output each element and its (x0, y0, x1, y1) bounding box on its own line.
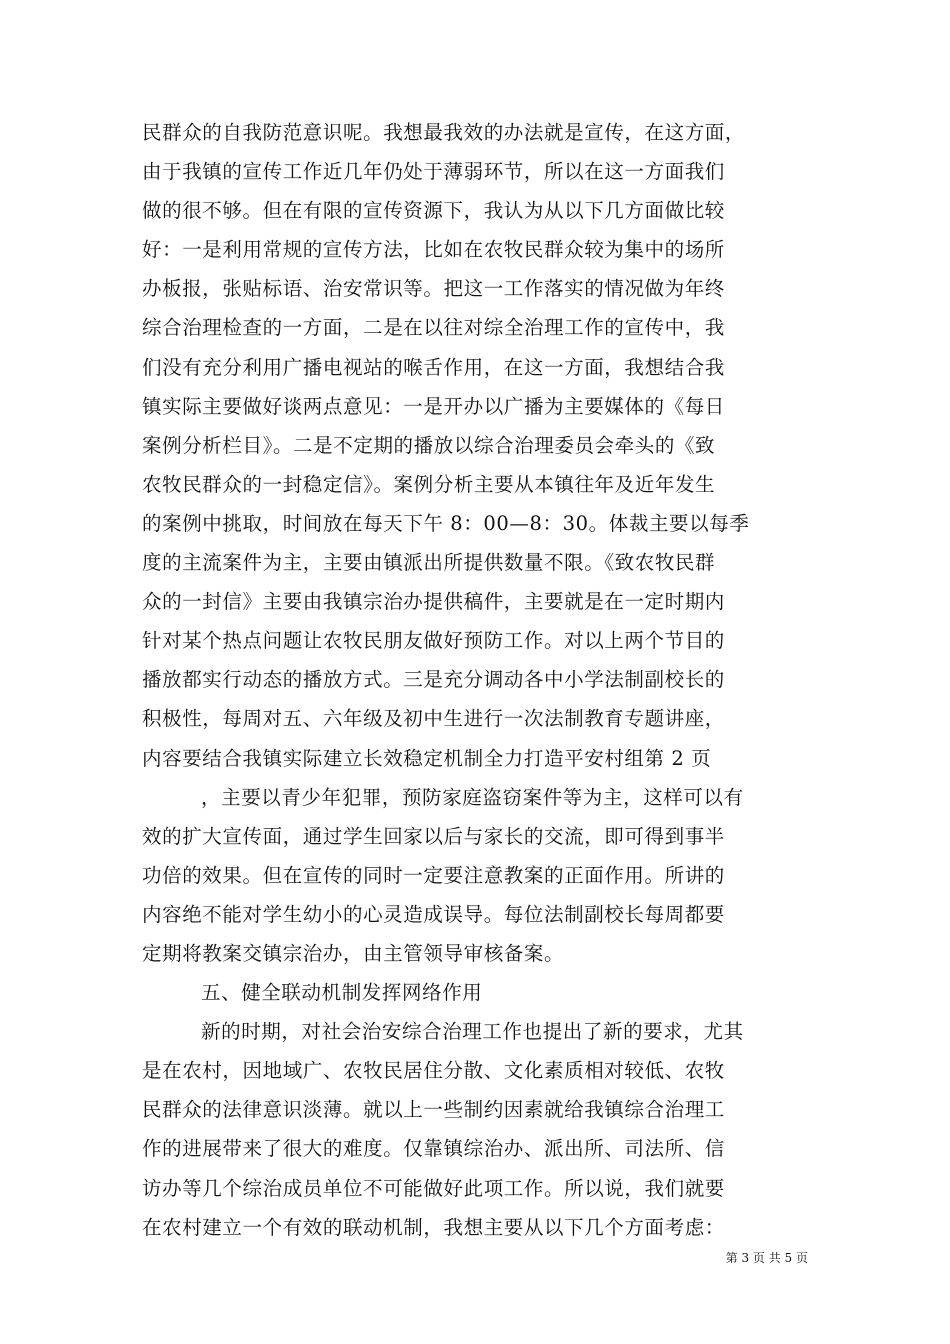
text-line: 功倍的效果。但在宣传的同时一定要注意教案的正面作用。所讲的 (142, 863, 725, 887)
text-line: 是在农村，因地域广、农牧民居住分散、文化素质相对较低、农牧 (142, 1059, 725, 1083)
text-line: 内容要结合我镇实际建立长效稳定机制全力打造平安村组第 2 页 (142, 746, 712, 770)
text-line: 镇实际主要做好谈两点意见：一是开办以广播为主要媒体的《每日 (142, 394, 725, 418)
text-line: 综合治理检查的一方面，二是在以往对综全治理工作的宣传中，我 (142, 316, 725, 340)
text-line: 的案例中挑取，时间放在每天下午 8：00—8：30。体裁主要以每季 (142, 511, 750, 535)
text-line: 作的进展带来了很大的难度。仅靠镇综治办、派出所、司法所、信 (142, 1137, 725, 1161)
page-number-footer: 第 3 页 共 5 页 (725, 1251, 808, 1265)
text-line: 做的很不够。但在有限的宣传资源下，我认为从以下几方面做比较 (142, 199, 725, 223)
text-line: 在农村建立一个有效的联动机制，我想主要从以下几个方面考虑： (142, 1215, 725, 1239)
text-line: 们没有充分利用广播电视站的喉舌作用，在这一方面，我想结合我 (142, 355, 725, 379)
text-line: 农牧民群众的一封稳定信》。案例分析主要从本镇往年及近年发生 (142, 472, 716, 496)
text-line: 定期将教案交镇宗治办，由主管领导审核备案。 (142, 941, 565, 965)
text-line: 由于我镇的宣传工作近几年仍处于薄弱环节，所以在这一方面我们 (142, 160, 725, 184)
section-heading: 五、健全联动机制发挥网络作用 (201, 981, 483, 1005)
text-line: 度的主流案件为主，主要由镇派出所提供数量不限。《致农牧民群 (142, 551, 716, 575)
text-line: 内容绝不能对学生幼小的心灵造成误导。每位法制副校长每周都要 (142, 902, 725, 926)
text-line: 案例分析栏目》。二是不定期的播放以综合治理委员会牵头的《致 (142, 433, 716, 457)
paragraph-start-line: 新的时期，对社会治安综合治理工作也提出了新的要求，尤其 (201, 1020, 744, 1044)
text-line: 众的一封信》主要由我镇宗治办提供稿件，主要就是在一定时期内 (142, 590, 725, 614)
text-line: 积极性，每周对五、六年级及初中生进行一次法制教育专题讲座， (142, 707, 725, 731)
text-line: 好：一是利用常规的宣传方法，比如在农牧民群众较为集中的场所 (142, 238, 725, 262)
text-line: 民群众的自我防范意识呢。我想最我效的办法就是宣传，在这方面， (142, 121, 746, 144)
text-line: 播放都实行动态的播放方式。三是充分调动各中小学法制副校长的 (142, 668, 725, 692)
paragraph-start-line: ，主要以青少年犯罪，预防家庭盗窃案件等为主，这样可以有 (201, 785, 744, 809)
text-line: 针对某个热点问题让农牧民朋友做好预防工作。对以上两个节目的 (142, 629, 725, 653)
text-line: 办板报，张贴标语、治安常识等。把这一工作落实的情况做为年终 (142, 277, 725, 301)
text-line: 效的扩大宣传面，通过学生回家以后与家长的交流，即可得到事半 (142, 824, 725, 848)
document-body (142, 113, 822, 1247)
text-line: 访办等几个综治成员单位不可能做好此项工作。所以说，我们就要 (142, 1176, 725, 1200)
text-line: 民群众的法律意识淡薄。就以上一些制约因素就给我镇综合治理工 (142, 1098, 725, 1122)
